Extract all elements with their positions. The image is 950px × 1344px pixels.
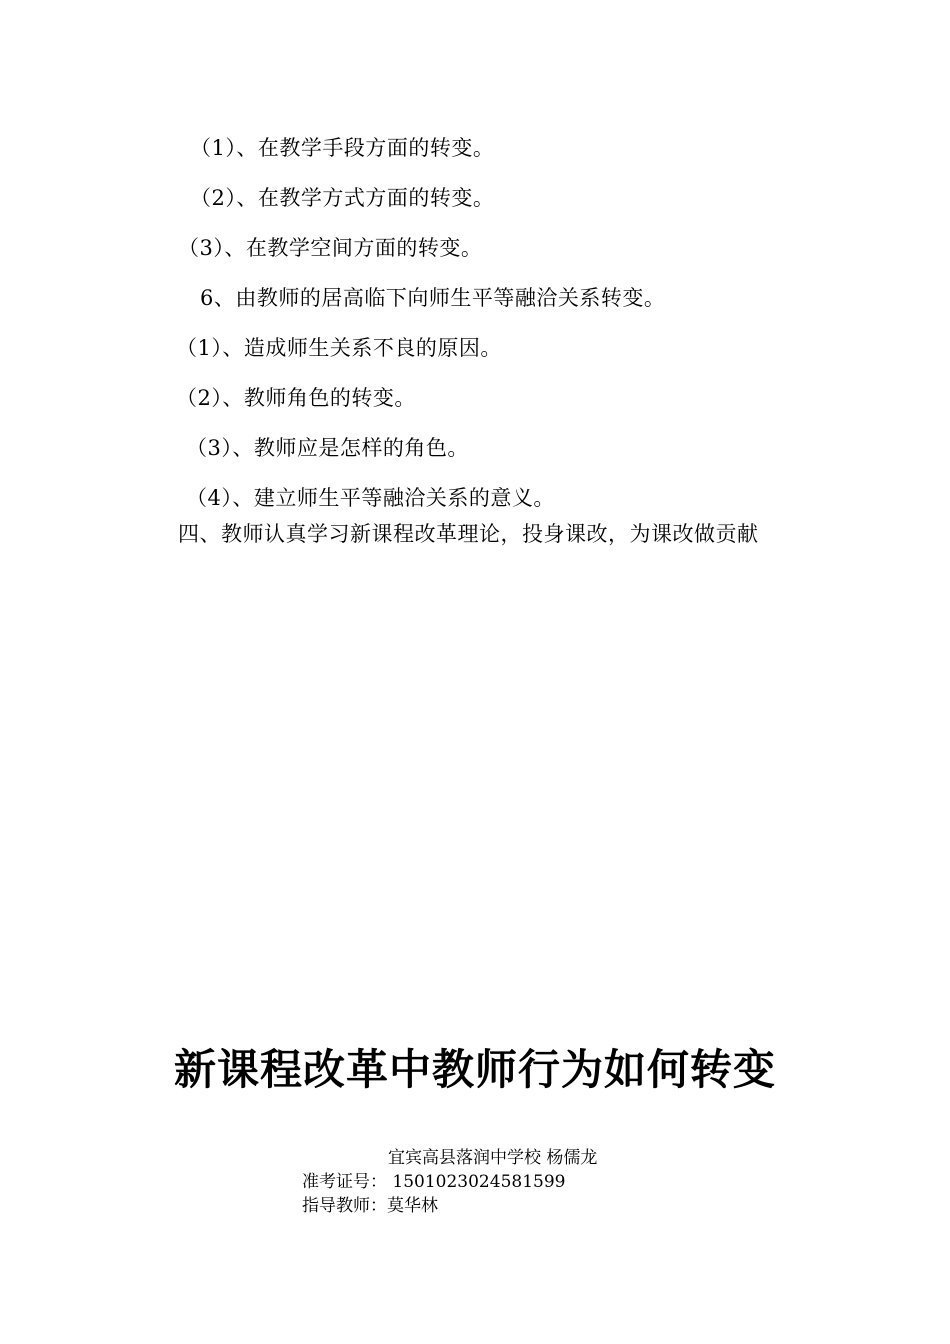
exam-id-line: 准考证号： 1501023024581599 — [302, 1172, 566, 1192]
advisor-line: 指导教师：莫华林 — [302, 1196, 438, 1216]
outline-line: （1）、造成师生关系不良的原因。 — [176, 336, 502, 360]
outline-line: （2）、在教学方式方面的转变。 — [190, 186, 495, 210]
outline-line: （2）、教师角色的转变。 — [176, 386, 416, 410]
article-title: 新课程改革中教师行为如何转变 — [173, 1045, 776, 1094]
outline-line: （3）、在教学空间方面的转变。 — [178, 236, 483, 260]
outline-line: （3）、教师应是怎样的角色。 — [186, 436, 469, 460]
outline-line: 6、由教师的居高临下向师生平等融洽关系转变。 — [200, 286, 666, 310]
outline-line: （4）、建立师生平等融洽关系的意义。 — [186, 486, 555, 510]
outline-line: （1）、在教学手段方面的转变。 — [190, 136, 495, 160]
outline-section-heading: 四、教师认真学习新课程改革理论，投身课改，为课改做贡献 — [178, 522, 759, 546]
author-line: 宜宾高县落润中学校 杨儒龙 — [388, 1148, 598, 1168]
